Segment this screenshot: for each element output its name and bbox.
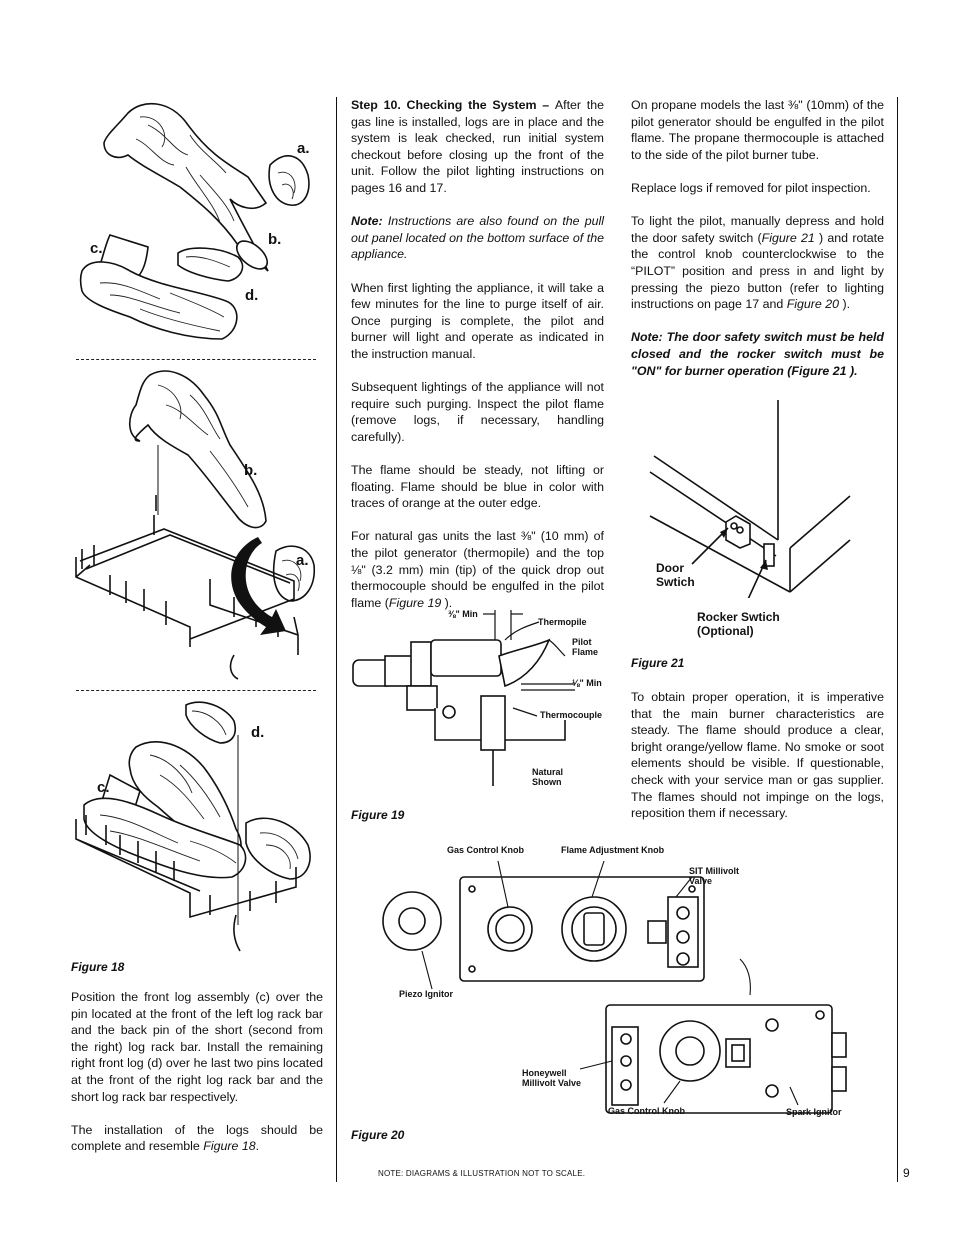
fig21-rocker-switch-label: Rocker Swtich (Optional)	[697, 610, 780, 638]
footer-scale-note: NOTE: DIAGRAMS & ILLUSTRATION NOT TO SCALE.	[378, 1169, 586, 1178]
fig20-sit-valve-label: SIT Millivolt Valve	[689, 866, 740, 886]
proper-operation-paragraph: To obtain proper operation, it is imperative that the main burner characteristics are steady. The flame should produce a clear, bright orange/yellow flame. No smoke or soot elements should be visible. If questionable, check with your service man or gas supplier. The flames should not impinge on the logs, reposition them if necessary.	[631, 690, 884, 821]
fig19-pilot-flame-label: Pilot Flame	[572, 637, 599, 657]
fig21-door-switch-label: Door Swtich	[656, 561, 695, 589]
figure18-caption: Figure 18	[71, 960, 125, 974]
column-left-text	[71, 989, 323, 1172]
step10-note: Note: Instructions are also found on the pull out panel located on the bottom surface of the appliance.	[351, 214, 604, 262]
figure21-caption: Figure 21	[631, 656, 685, 670]
flame-steady-paragraph: The flame should be steady, not lifting or floating. Flame should be blue in color with traces of orange at the outer edge.	[351, 463, 604, 511]
fig20-gas-control-knob2-label: Gas Control Knob	[608, 1106, 685, 1116]
installation-complete-paragraph: The installation of the logs should be complete and resemble Figure 18.	[71, 1122, 323, 1154]
fig18-label-c3: c.	[97, 779, 110, 796]
fig20-honeywell-label: Honeywell Millivolt Valve	[522, 1068, 582, 1088]
door-switch-note: Note: The door safety switch must be held closed and the rocker switch must be "ON" for burner operation (Figure 21 ).	[631, 330, 884, 378]
propane-paragraph: On propane models the last ⅜" (10mm) of the pilot generator should be engulfed in the pilot flame. The propane thermocouple is attached to the side of the pilot burner tube.	[631, 98, 884, 162]
figure20-caption: Figure 20	[351, 1128, 405, 1142]
figure18-divider-1	[76, 359, 316, 360]
fig19-natural-shown-label: Natural Shown	[532, 767, 564, 787]
page-number: 9	[903, 1166, 910, 1180]
fig18-label-d1: d.	[245, 287, 259, 304]
figure18-panel-top	[70, 95, 330, 357]
fig19-thermocouple-label: Thermocouple	[540, 710, 603, 720]
column-divider-left	[336, 97, 337, 1182]
fig19-dim-1-8-min: ⅛" Min	[572, 678, 602, 688]
fig19-dim-3-8-min: ⅜" Min	[448, 609, 478, 619]
subsequent-lighting-paragraph: Subsequent lightings of the appliance will not require such purging. Inspect the pilot flame (remove logs, if necessary, handling carefully).	[351, 380, 604, 444]
column-right-text-lower	[631, 689, 884, 838]
figure18-divider-2	[76, 690, 316, 691]
fig18-label-c1: c.	[90, 240, 103, 257]
fig20-flame-adjustment-label: Flame Adjustment Knob	[561, 845, 665, 855]
fig20-spark-ignitor-label: Spark Ignitor	[786, 1107, 842, 1117]
fig18-label-a2: a.	[296, 552, 309, 569]
fig18-label-b2: b.	[244, 462, 258, 479]
column-divider-right	[897, 97, 898, 1182]
fig18-label-b1: b.	[268, 231, 282, 248]
log-assembly-paragraph: Position the front log assembly (c) over the pin located at the front of the left log rack bar and the back pin of the short (second from the right) log rack bar. Install the remaining right front log (d) over he last two pins located at the front of the right log rack bar and the short log rack bar respectively.	[71, 990, 323, 1104]
column-middle-text	[351, 97, 604, 628]
figure19-caption: Figure 19	[351, 808, 405, 822]
fig20-piezo-ignitor-label: Piezo Ignitor	[399, 989, 453, 999]
figure19-pilot-drawing	[345, 600, 605, 800]
natural-gas-paragraph: For natural gas units the last ⅜" (10 mm) of the pilot generator (thermopile) and the top ⅛" (3.2 mm) min (tip) of the quick drop out thermocouple should be engulfed in the pilot flame (Figure 19 ).	[351, 529, 604, 610]
fig18-label-d3: d.	[251, 724, 265, 741]
figure20-valves-drawing	[380, 855, 860, 1120]
light-pilot-paragraph: To light the pilot, manually depress and hold the door safety switch (Figure 21 ) and rotate the control knob counterclockwise to the “PILOT” position and press in and light by pressing the piezo button (refer to lighting instructions on page 17 and Figure 20 ).	[631, 214, 885, 312]
figure18-panel-middle	[70, 365, 330, 680]
fig19-thermopile-label: Thermopile	[538, 617, 587, 627]
step10-paragraph: Step 10. Checking the System – After the gas line is installed, logs are in place and the system is leak checked, run initial system checkout before closing up the front of the unit. Follow the pilot lighting instructions on pages 16 and 17.	[351, 98, 604, 195]
fig18-label-a1: a.	[297, 140, 310, 157]
purging-paragraph: When first lighting the appliance, it will take a few minutes for the line to purge itself of air. Once purging is complete, the pilot and burner will light and operate as indicated in the instruction manual.	[351, 280, 604, 361]
replace-logs-paragraph: Replace logs if removed for pilot inspection.	[631, 180, 871, 195]
figure18-panel-bottom	[70, 695, 330, 960]
column-right-text	[631, 97, 884, 396]
fig20-gas-control-knob-label: Gas Control Knob	[447, 845, 524, 855]
